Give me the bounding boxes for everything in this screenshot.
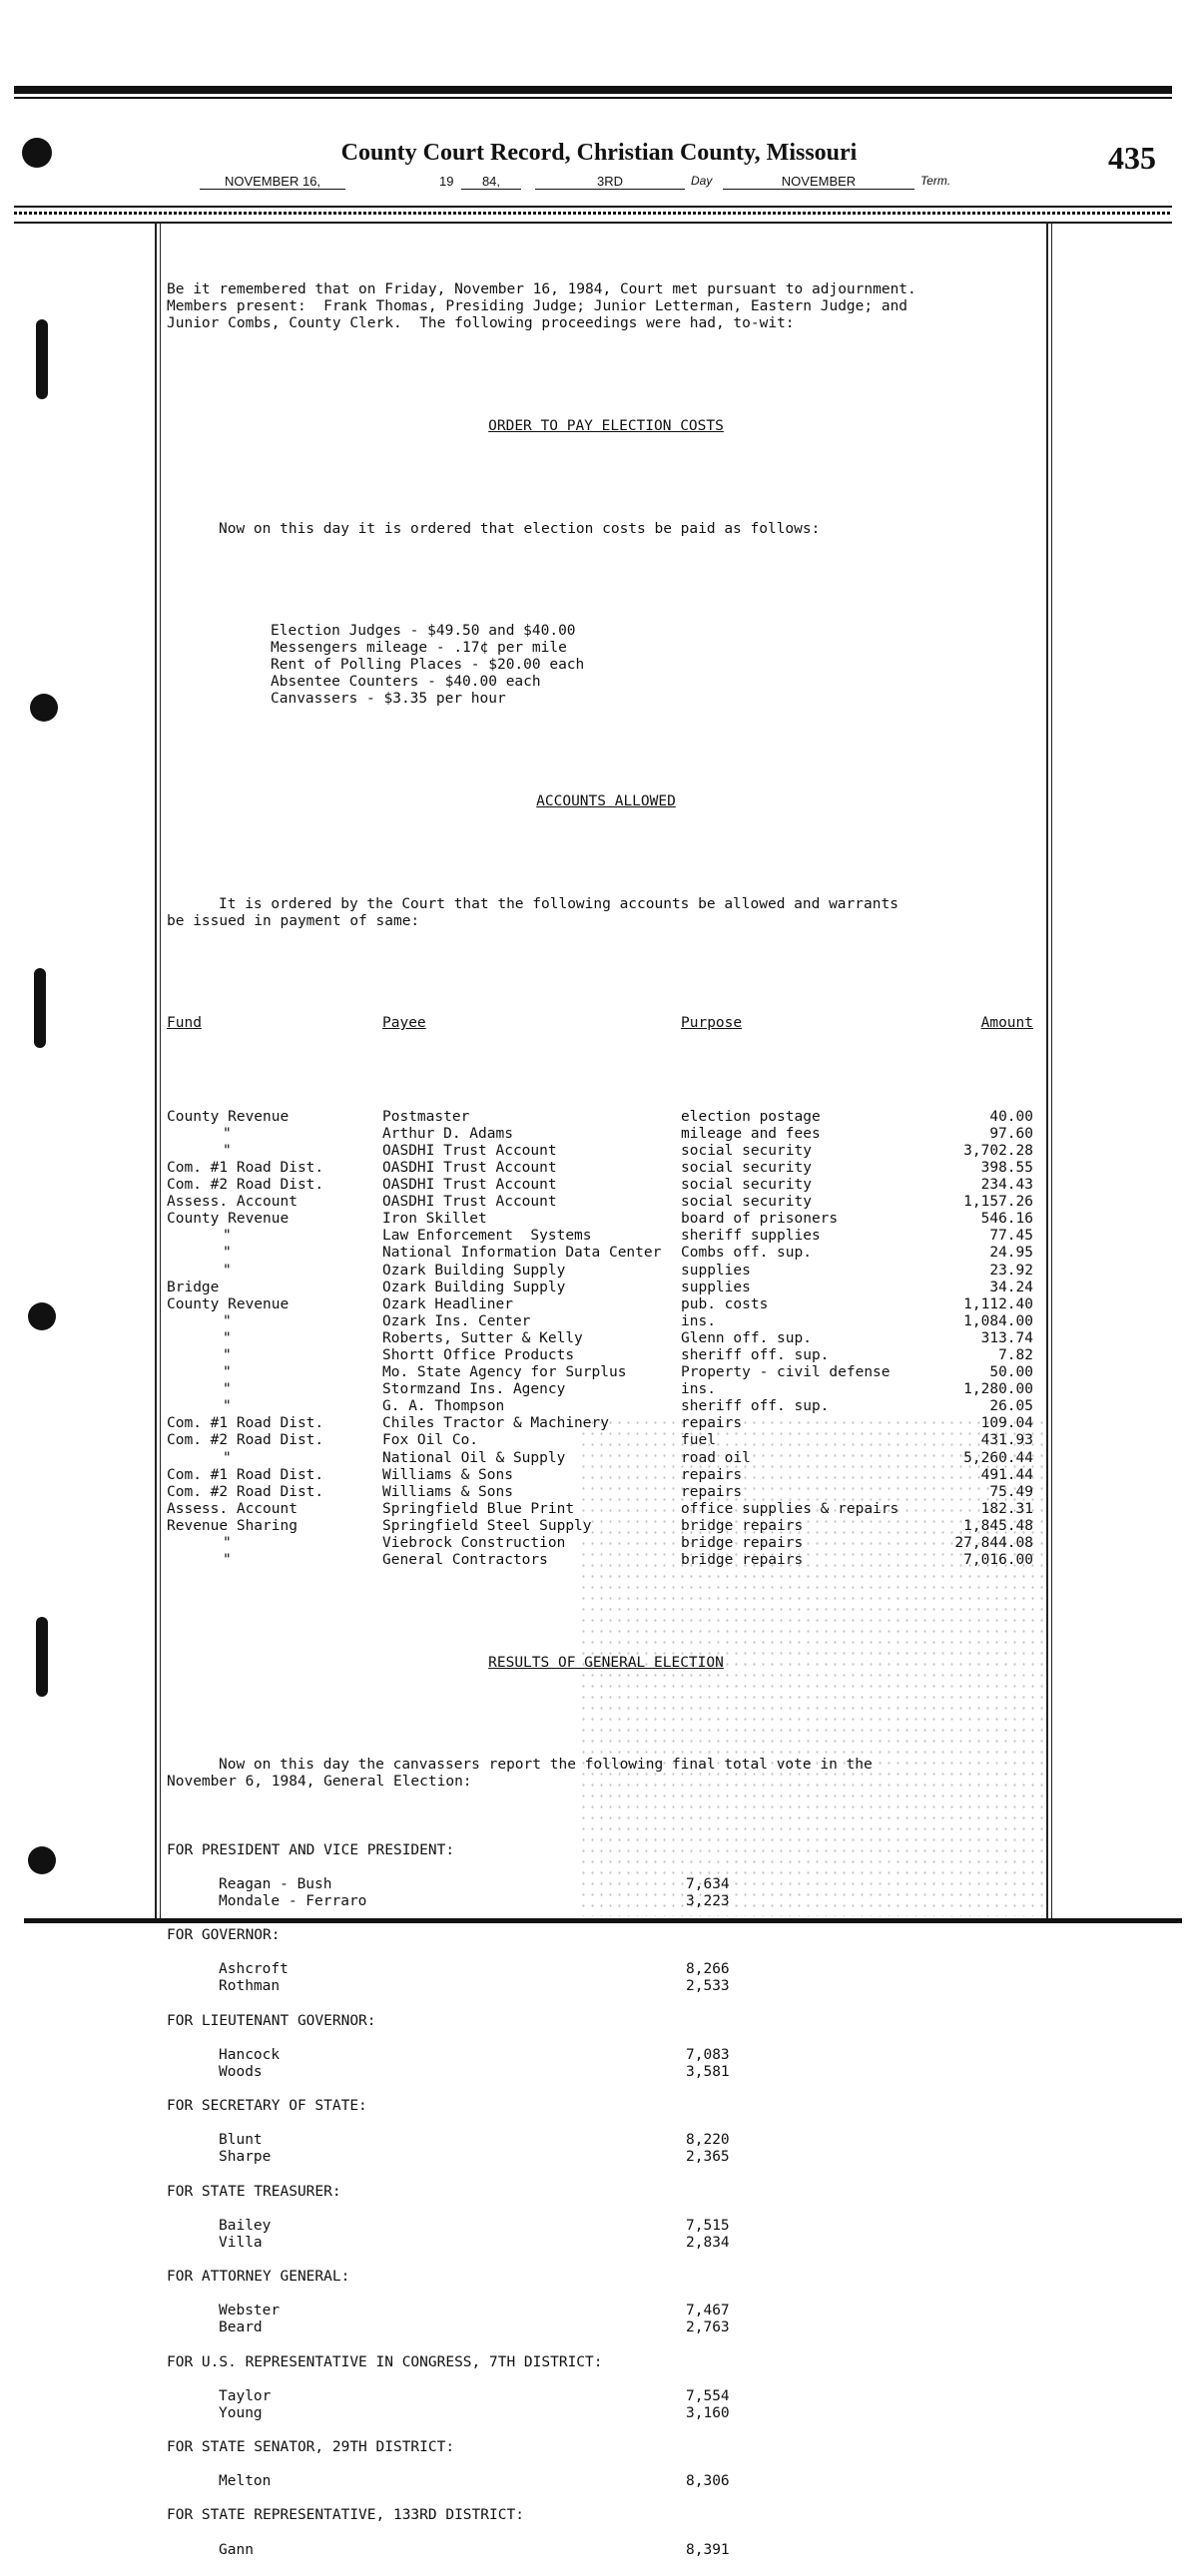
accounts-lead-line: be issued in payment of same: (167, 912, 420, 929)
payee-cell: OASDHI Trust Account (382, 1194, 557, 1211)
header-band-dotted (14, 212, 1172, 215)
table-row (167, 1126, 1045, 1143)
top-rule-thin (14, 97, 1172, 99)
amount-cell: 75.49 (989, 1483, 1033, 1500)
term-line (200, 174, 998, 196)
purpose-cell: bridge repairs (681, 1552, 804, 1569)
payee-cell: Ozark Building Supply (382, 1279, 566, 1295)
purpose-cell: Property - civil defense (681, 1364, 891, 1381)
candidate-row (167, 2218, 1045, 2235)
race-office: FOR STATE REPRESENTATIVE, 133RD DISTRICT: (167, 2507, 524, 2524)
amount-cell: 40.00 (989, 1108, 1033, 1125)
spacer (167, 2030, 1045, 2047)
payee-cell: Chiles Tractor & Machinery (382, 1415, 609, 1432)
table-row (167, 1263, 1045, 1280)
race-office: FOR GOVERNOR: (167, 1927, 281, 1944)
column-header-purpose: Purpose (681, 1015, 743, 1032)
payee-cell: Ozark Ins. Center (382, 1312, 531, 1329)
payee-cell: Springfield Steel Supply (382, 1517, 592, 1534)
table-row (167, 1398, 1045, 1415)
vote-count: 3,223 (686, 1893, 730, 1909)
binder-hole-icon (28, 1302, 56, 1330)
amount-cell: 1,084.00 (963, 1312, 1033, 1329)
amount-cell: 313.74 (980, 1329, 1033, 1346)
top-rule (14, 86, 1172, 94)
table-row (167, 1467, 1045, 1484)
candidate-name: Webster (219, 2303, 281, 2319)
purpose-cell: Combs off. sup. (681, 1245, 812, 1262)
fund-ditto-cell: " (223, 1125, 232, 1142)
vote-count: 7,515 (686, 2217, 730, 2234)
vote-count: 7,083 (686, 2046, 730, 2063)
purpose-cell: office supplies & repairs (681, 1500, 899, 1517)
candidate-name: Sharpe (219, 2149, 272, 2166)
table-row (167, 1160, 1045, 1177)
candidate-row (167, 2132, 1045, 2149)
vote-count: 8,220 (686, 2132, 730, 2149)
binder-hole-icon (30, 694, 58, 722)
intro-line: Be it remembered that on Friday, November 16, 1984, Court met pursuant to adjournment. (167, 281, 916, 298)
purpose-cell: fuel (681, 1432, 716, 1449)
amount-cell: 398.55 (980, 1159, 1033, 1176)
fund-cell: Revenue Sharing (167, 1517, 298, 1534)
candidate-name: Woods (219, 2063, 263, 2080)
vote-count: 7,467 (686, 2303, 730, 2319)
purpose-cell: bridge repairs (681, 1517, 804, 1534)
fund-cell: Assess. Account (167, 1194, 298, 1211)
payee-cell: Ozark Building Supply (382, 1262, 566, 1279)
table-row (167, 1347, 1045, 1364)
fund-cell: Com. #1 Road Dist. (167, 1159, 324, 1176)
intro-line: Members present: Frank Thomas, Presiding Judge; Junior Letterman, Eastern Judge; and (167, 298, 908, 315)
header-band-lower (14, 222, 1172, 224)
spacer (167, 2371, 1045, 2388)
fund-ditto-cell: " (223, 1347, 232, 1363)
fund-cell: Com. #1 Road Dist. (167, 1415, 324, 1432)
race-office: FOR PRESIDENT AND VICE PRESIDENT: (167, 1841, 455, 1858)
candidate-name: Villa (219, 2234, 263, 2251)
purpose-cell: mileage and fees (681, 1125, 821, 1142)
payee-cell: Fox Oil Co. (382, 1432, 479, 1449)
amount-cell: 546.16 (980, 1211, 1033, 1228)
amount-cell: 109.04 (980, 1415, 1033, 1432)
table-row (167, 1296, 1045, 1313)
page-title: County Court Record, Christian County, Missouri (340, 140, 858, 166)
payee-cell: Shortt Office Products (382, 1347, 575, 1363)
election-cost-item: Messengers mileage - .17¢ per mile (271, 640, 567, 657)
election-results (167, 1825, 1045, 2559)
day-label: Day (691, 174, 713, 188)
spacer (167, 1996, 1045, 2013)
amount-cell: 27,844.08 (954, 1535, 1033, 1552)
candidate-row (167, 2542, 1045, 2559)
amount-cell: 1,280.00 (963, 1381, 1033, 1398)
amount-cell: 26.05 (989, 1398, 1033, 1415)
amount-cell: 50.00 (989, 1364, 1033, 1381)
payee-cell: National Information Data Center (382, 1245, 662, 1262)
election-lead-line: November 6, 1984, General Election: (167, 1774, 472, 1791)
candidate-row (167, 2235, 1045, 2252)
candidate-name: Reagan - Bush (219, 1875, 332, 1892)
table-row (167, 1228, 1045, 1245)
candidate-name: Hancock (219, 2046, 281, 2063)
payee-cell: Williams & Sons (382, 1466, 513, 1483)
candidate-row (167, 2064, 1045, 2081)
purpose-cell: repairs (681, 1483, 743, 1500)
candidate-row (167, 2303, 1045, 2319)
amount-cell: 7.82 (998, 1347, 1033, 1363)
intro-paragraph (167, 281, 1045, 332)
column-header-amount: Amount (980, 1015, 1033, 1032)
candidate-name: Ashcroft (219, 1961, 289, 1978)
amount-cell: 431.93 (980, 1432, 1033, 1449)
vote-count: 2,834 (686, 2234, 730, 2251)
table-row (167, 1364, 1045, 1381)
term-label: Term. (920, 174, 951, 188)
election-costs-heading: ORDER TO PAY ELECTION COSTS (488, 417, 724, 434)
right-margin-line-thin (1051, 222, 1052, 1918)
vote-count: 7,554 (686, 2387, 730, 2404)
intro-line: Junior Combs, County Clerk. The following proceedings were had, to-wit: (167, 315, 795, 332)
table-row (167, 1381, 1045, 1398)
fund-ditto-cell: " (223, 1245, 232, 1262)
candidate-name: Blunt (219, 2132, 263, 2149)
purpose-cell: pub. costs (681, 1295, 769, 1312)
election-cost-item: Canvassers - $3.35 per hour (271, 691, 506, 708)
election-cost-item: Absentee Counters - $40.00 each (271, 674, 541, 691)
table-row (167, 1518, 1045, 1535)
fund-ditto-cell: " (223, 1329, 232, 1346)
fund-cell: Assess. Account (167, 1500, 298, 1517)
fund-ditto-cell: " (223, 1449, 232, 1466)
candidate-row (167, 1876, 1045, 1893)
table-row (167, 1432, 1045, 1449)
table-row (167, 1535, 1045, 1552)
spacer (167, 2490, 1045, 2507)
fund-cell: County Revenue (167, 1211, 290, 1228)
candidate-name: Young (219, 2404, 263, 2421)
amount-cell: 24.95 (989, 1245, 1033, 1262)
amount-cell: 1,845.48 (963, 1517, 1033, 1534)
table-row (167, 1177, 1045, 1194)
purpose-cell: sheriff off. sup. (681, 1398, 830, 1415)
election-lead (167, 1757, 1045, 1791)
race-office: FOR LIEUTENANT GOVERNOR: (167, 2012, 376, 2029)
candidate-row (167, 1893, 1045, 1910)
spacer (167, 2456, 1045, 2473)
purpose-cell: social security (681, 1159, 812, 1176)
election-lead-line: Now on this day the canvassers report the following final total vote in the (219, 1757, 873, 1774)
record-year: 84, (461, 174, 521, 190)
payee-cell: G. A. Thompson (382, 1398, 505, 1415)
spacer (167, 2167, 1045, 2184)
binder-tab-icon (36, 319, 48, 399)
table-row (167, 1194, 1045, 1211)
left-margin-line (155, 222, 157, 1918)
payee-cell: Williams & Sons (382, 1483, 513, 1500)
race-office: FOR SECRETARY OF STATE: (167, 2098, 367, 2115)
fund-ditto-cell: " (223, 1312, 232, 1329)
amount-cell: 97.60 (989, 1125, 1033, 1142)
fund-ditto-cell: " (223, 1535, 232, 1552)
payee-cell: Springfield Blue Print (382, 1500, 575, 1517)
fund-cell: Bridge (167, 1279, 220, 1295)
race-office: FOR U.S. REPRESENTATIVE IN CONGRESS, 7TH DISTRICT: (167, 2353, 603, 2370)
candidate-row (167, 2149, 1045, 2166)
candidate-row (167, 2473, 1045, 2490)
fund-cell: County Revenue (167, 1108, 290, 1125)
table-row (167, 1552, 1045, 1569)
spacer (167, 2252, 1045, 2269)
spacer (167, 2081, 1045, 2098)
table-row (167, 1143, 1045, 1160)
accounts-lead-line: It is ordered by the Court that the following accounts be allowed and warrants (219, 895, 898, 912)
spacer (167, 2201, 1045, 2218)
election-costs-lead: Now on this day it is ordered that election costs be paid as follows: (219, 520, 821, 537)
record-body (167, 248, 1045, 2576)
accounts-table-header (167, 1015, 1045, 1032)
fund-cell: Com. #1 Road Dist. (167, 1466, 324, 1483)
purpose-cell: sheriff supplies (681, 1228, 821, 1245)
payee-cell: National Oil & Supply (382, 1449, 566, 1466)
vote-count: 8,391 (686, 2541, 730, 2558)
page-number: 435 (1108, 140, 1156, 176)
candidate-name: Beard (219, 2319, 263, 2336)
payee-cell: Iron Skillet (382, 1211, 487, 1228)
vote-count: 3,581 (686, 2063, 730, 2080)
candidate-row (167, 2405, 1045, 2422)
purpose-cell: election postage (681, 1108, 821, 1125)
fund-cell: County Revenue (167, 1295, 290, 1312)
amount-cell: 491.44 (980, 1466, 1033, 1483)
candidate-name: Bailey (219, 2217, 272, 2234)
year-prefix: 19 (439, 174, 454, 189)
column-header-payee: Payee (382, 1015, 426, 1032)
accounts-lead (167, 896, 1045, 930)
vote-count: 8,266 (686, 1961, 730, 1978)
spacer (167, 2422, 1045, 2439)
amount-cell: 1,157.26 (963, 1194, 1033, 1211)
payee-cell: Arthur D. Adams (382, 1125, 513, 1142)
amount-cell: 5,260.44 (963, 1449, 1033, 1466)
payee-cell: Viebrock Construction (382, 1535, 566, 1552)
accounts-table (167, 1109, 1045, 1570)
fund-ditto-cell: " (223, 1142, 232, 1159)
candidate-name: Rothman (219, 1978, 281, 1995)
amount-cell: 23.92 (989, 1262, 1033, 1279)
election-cost-item: Rent of Polling Places - $20.00 each (271, 657, 585, 674)
amount-cell: 182.31 (980, 1500, 1033, 1517)
candidate-name: Melton (219, 2473, 272, 2490)
purpose-cell: road oil (681, 1449, 751, 1466)
payee-cell: Law Enforcement Systems (382, 1228, 592, 1245)
payee-cell: General Contractors (382, 1552, 548, 1569)
purpose-cell: board of prisoners (681, 1211, 839, 1228)
candidate-name: Taylor (219, 2387, 272, 2404)
election-cost-list (167, 623, 1045, 708)
fund-ditto-cell: " (223, 1364, 232, 1381)
table-row (167, 1501, 1045, 1518)
amount-cell: 77.45 (989, 1228, 1033, 1245)
election-cost-item: Election Judges - $49.50 and $40.00 (271, 623, 576, 640)
payee-cell: OASDHI Trust Account (382, 1177, 557, 1194)
binder-tab-icon (34, 968, 46, 1048)
fund-ditto-cell: " (223, 1552, 232, 1569)
amount-cell: 3,702.28 (963, 1142, 1033, 1159)
purpose-cell: bridge repairs (681, 1535, 804, 1552)
purpose-cell: social security (681, 1177, 812, 1194)
candidate-row (167, 2388, 1045, 2405)
fund-ditto-cell: " (223, 1381, 232, 1398)
table-row (167, 1484, 1045, 1501)
candidate-row (167, 2047, 1045, 2064)
vote-count: 2,763 (686, 2319, 730, 2336)
race-office: FOR ATTORNEY GENERAL: (167, 2269, 350, 2286)
payee-cell: Mo. State Agency for Surplus (382, 1364, 627, 1381)
binder-tab-icon (36, 1617, 48, 1697)
spacer (167, 2336, 1045, 2353)
record-date: NOVEMBER 16, (200, 174, 345, 190)
purpose-cell: supplies (681, 1262, 751, 1279)
candidate-name: Mondale - Ferraro (219, 1893, 367, 1909)
table-row (167, 1280, 1045, 1296)
table-row (167, 1245, 1045, 1262)
table-row (167, 1415, 1045, 1432)
purpose-cell: social security (681, 1194, 812, 1211)
race-office: FOR STATE SENATOR, 29TH DISTRICT: (167, 2439, 455, 2455)
spacer (167, 2286, 1045, 2303)
payee-cell: Roberts, Sutter & Kelly (382, 1329, 583, 1346)
spacer (167, 1859, 1045, 1876)
term-month: NOVEMBER (723, 174, 914, 190)
fund-ditto-cell: " (223, 1398, 232, 1415)
vote-count: 2,533 (686, 1978, 730, 1995)
purpose-cell: social security (681, 1142, 812, 1159)
binder-hole-icon (28, 1846, 56, 1874)
purpose-cell: sheriff off. sup. (681, 1347, 830, 1363)
amount-cell: 1,112.40 (963, 1295, 1033, 1312)
spacer (167, 2115, 1045, 2132)
amount-cell: 234.43 (980, 1177, 1033, 1194)
vote-count: 3,160 (686, 2404, 730, 2421)
fund-cell: Com. #2 Road Dist. (167, 1483, 324, 1500)
purpose-cell: repairs (681, 1415, 743, 1432)
table-row (167, 1109, 1045, 1126)
purpose-cell: ins. (681, 1381, 716, 1398)
fund-ditto-cell: " (223, 1262, 232, 1279)
table-row (167, 1313, 1045, 1330)
spacer (167, 2524, 1045, 2541)
vote-count: 2,365 (686, 2149, 730, 2166)
payee-cell: Ozark Headliner (382, 1295, 513, 1312)
purpose-cell: repairs (681, 1466, 743, 1483)
payee-cell: OASDHI Trust Account (382, 1159, 557, 1176)
purpose-cell: Glenn off. sup. (681, 1329, 812, 1346)
candidate-row (167, 2319, 1045, 2336)
candidate-name: Gann (219, 2541, 254, 2558)
fund-cell: Com. #2 Road Dist. (167, 1177, 324, 1194)
spacer (167, 1825, 1045, 1842)
purpose-cell: supplies (681, 1279, 751, 1295)
left-margin-line-thin (160, 222, 161, 1918)
candidate-row (167, 1961, 1045, 1978)
amount-cell: 7,016.00 (963, 1552, 1033, 1569)
vote-count: 7,634 (686, 1875, 730, 1892)
election-results-heading: RESULTS OF GENERAL ELECTION (488, 1654, 724, 1671)
purpose-cell: ins. (681, 1312, 716, 1329)
fund-cell: Com. #2 Road Dist. (167, 1432, 324, 1449)
spacer (167, 1910, 1045, 1927)
table-row (167, 1450, 1045, 1467)
spacer (167, 1944, 1045, 1961)
payee-cell: Stormzand Ins. Agency (382, 1381, 566, 1398)
payee-cell: Postmaster (382, 1108, 470, 1125)
amount-cell: 34.24 (989, 1279, 1033, 1295)
day-number: 3RD (535, 174, 685, 190)
vote-count: 8,306 (686, 2473, 730, 2490)
candidate-row (167, 1978, 1045, 1995)
payee-cell: OASDHI Trust Account (382, 1142, 557, 1159)
table-row (167, 1330, 1045, 1347)
column-header-fund: Fund (167, 1015, 202, 1032)
race-office: FOR STATE TREASURER: (167, 2183, 341, 2200)
header-band (14, 206, 1172, 208)
accounts-heading: ACCOUNTS ALLOWED (536, 793, 676, 809)
table-row (167, 1211, 1045, 1228)
fund-ditto-cell: " (223, 1228, 232, 1245)
